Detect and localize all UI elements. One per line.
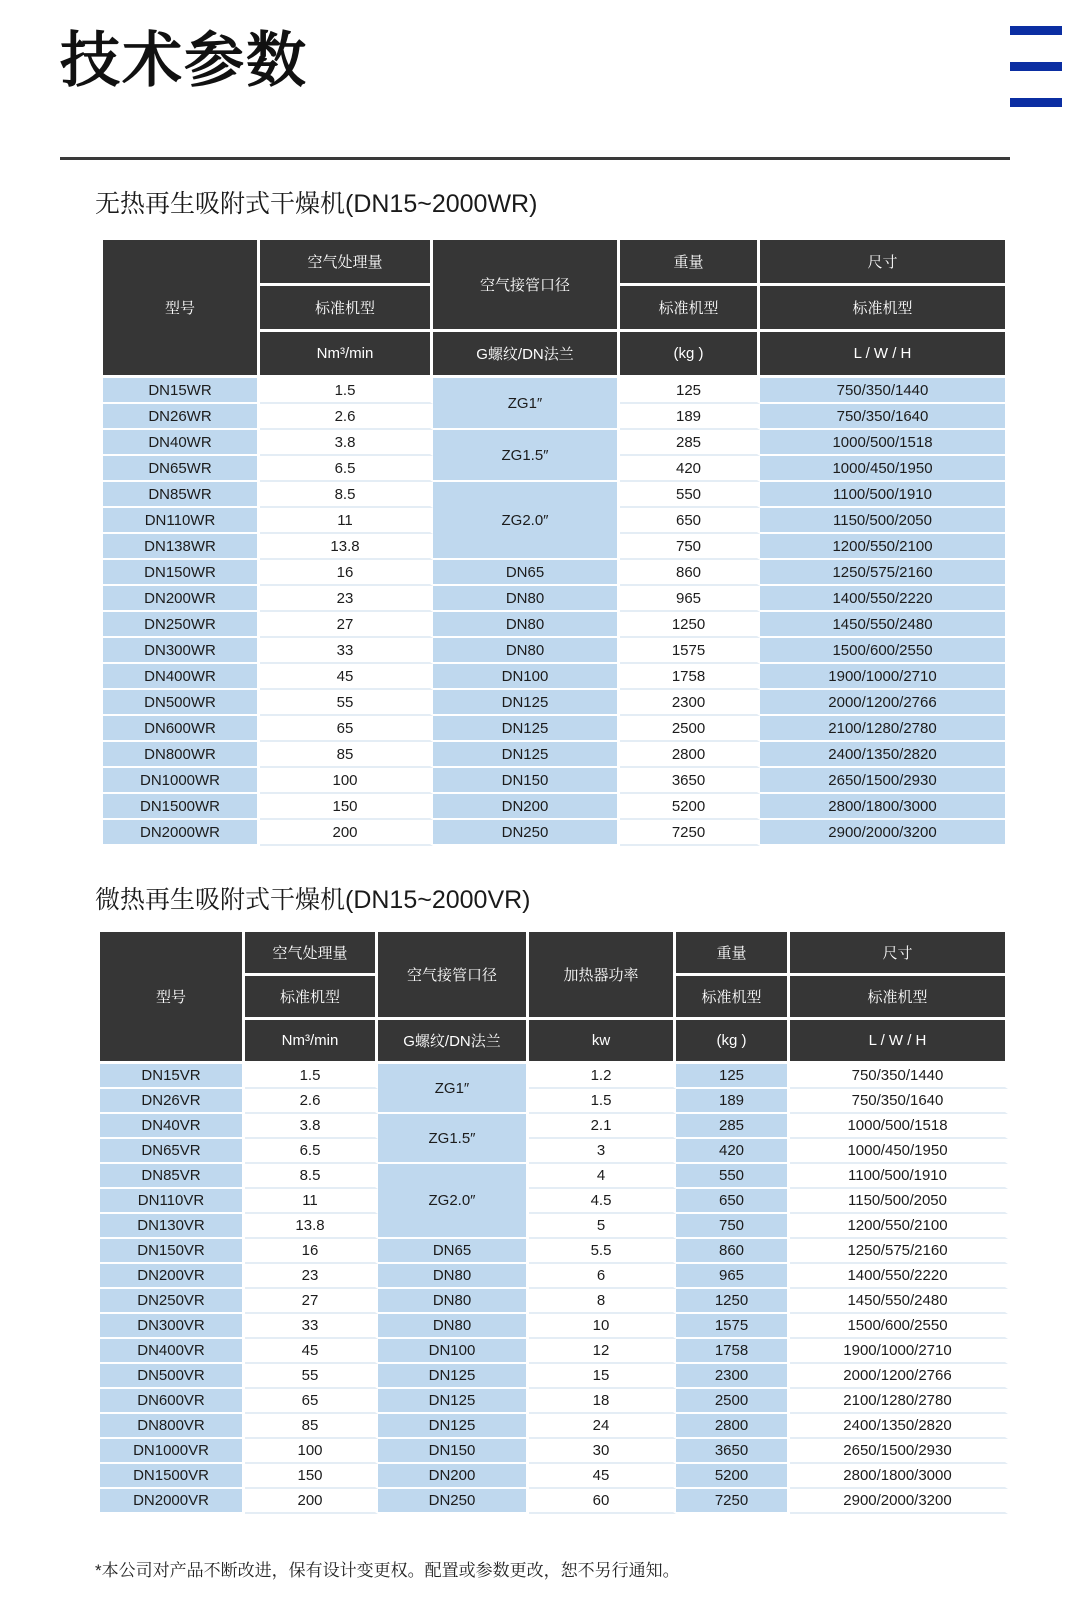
header-cell: 标准机型 — [245, 976, 378, 1020]
header-cell: G螺纹/DN法兰 — [378, 1020, 529, 1064]
table-cell: 5200 — [620, 794, 760, 820]
header-cell: 尺寸 — [760, 240, 1008, 286]
table-cell: DN125 — [378, 1364, 529, 1389]
table-cell: DN15WR — [103, 378, 260, 404]
table-cell: DN200VR — [100, 1264, 245, 1289]
table-cell: DN250WR — [103, 612, 260, 638]
header-cell: 型号 — [100, 932, 245, 1064]
table-cell: DN150WR — [103, 560, 260, 586]
table-cell: 2900/2000/3200 — [790, 1489, 1008, 1514]
table-cell: 2.6 — [260, 404, 433, 430]
table-cell: DN80 — [433, 612, 620, 638]
table-cell: 750/350/1440 — [790, 1064, 1008, 1089]
table-cell: 2400/1350/2820 — [760, 742, 1008, 768]
table-row — [100, 1414, 1008, 1439]
table-cell: DN138WR — [103, 534, 260, 560]
header-row — [103, 240, 1008, 286]
table-cell: 1450/550/2480 — [790, 1289, 1008, 1314]
table-cell: 1150/500/2050 — [760, 508, 1008, 534]
table-cell: DN80 — [378, 1264, 529, 1289]
table-cell: 1575 — [676, 1314, 790, 1339]
table-cell: 23 — [245, 1264, 378, 1289]
table-cell: 1100/500/1910 — [790, 1164, 1008, 1189]
table-cell: 23 — [260, 586, 433, 612]
header-cell: (kg ) — [676, 1020, 790, 1064]
table-cell: 1000/500/1518 — [760, 430, 1008, 456]
table-cell: ZG1.5″ — [378, 1114, 529, 1164]
table-cell: 1.5 — [260, 378, 433, 404]
table-cell: DN300WR — [103, 638, 260, 664]
table-cell: 45 — [245, 1339, 378, 1364]
table-cell: 2900/2000/3200 — [760, 820, 1008, 846]
table-row — [100, 1139, 1008, 1164]
table-cell: 55 — [260, 690, 433, 716]
table-row — [100, 1239, 1008, 1264]
table-cell: ZG1.5″ — [433, 430, 620, 482]
table-cell: DN125 — [433, 716, 620, 742]
table-cell: DN200 — [433, 794, 620, 820]
table-cell: 1900/1000/2710 — [790, 1339, 1008, 1364]
table-cell: DN150VR — [100, 1239, 245, 1264]
table-cell: 550 — [676, 1164, 790, 1189]
header-cell: 尺寸 — [790, 932, 1008, 976]
table-row — [100, 1189, 1008, 1214]
table-row — [100, 1364, 1008, 1389]
table-cell: 1250 — [620, 612, 760, 638]
table-cell: DN800VR — [100, 1414, 245, 1439]
table-cell: 65 — [260, 716, 433, 742]
table-row — [100, 1064, 1008, 1089]
table-row — [100, 1264, 1008, 1289]
table-row — [103, 638, 1008, 664]
table-cell: 1575 — [620, 638, 760, 664]
table-cell: 24 — [529, 1414, 676, 1439]
table-cell: DN250 — [433, 820, 620, 846]
table-row — [103, 482, 1008, 508]
table-row — [103, 560, 1008, 586]
table-cell: DN15VR — [100, 1064, 245, 1089]
table-cell: 285 — [620, 430, 760, 456]
table-cell: DN800WR — [103, 742, 260, 768]
table-cell: DN200WR — [103, 586, 260, 612]
table-row — [100, 1289, 1008, 1314]
table-cell: 2.6 — [245, 1089, 378, 1114]
table-cell: 6.5 — [245, 1139, 378, 1164]
table-cell: DN65 — [378, 1239, 529, 1264]
table-cell: 1200/550/2100 — [760, 534, 1008, 560]
table-cell: 750/350/1640 — [760, 404, 1008, 430]
table-cell: 4 — [529, 1164, 676, 1189]
table-cell: 1200/550/2100 — [790, 1214, 1008, 1239]
table-cell: DN100 — [433, 664, 620, 690]
table-row — [100, 1114, 1008, 1139]
table-cell: DN2000WR — [103, 820, 260, 846]
header-cell: 加热器功率 — [529, 932, 676, 1020]
hamburger-icon — [1010, 26, 1062, 107]
table-cell: 16 — [260, 560, 433, 586]
table-cell: 2300 — [620, 690, 760, 716]
table-cell: DN40VR — [100, 1114, 245, 1139]
table-cell: 13.8 — [260, 534, 433, 560]
table-cell: DN1000VR — [100, 1439, 245, 1464]
table-cell: 11 — [245, 1189, 378, 1214]
table-cell: 650 — [676, 1189, 790, 1214]
table-cell: 1.5 — [245, 1064, 378, 1089]
header-cell: L / W / H — [760, 332, 1008, 378]
table-cell: DN65VR — [100, 1139, 245, 1164]
table-cell: DN80 — [433, 638, 620, 664]
table-cell: 3 — [529, 1139, 676, 1164]
table-cell: DN125 — [433, 742, 620, 768]
table-cell: 1000/500/1518 — [790, 1114, 1008, 1139]
table-cell: 750 — [620, 534, 760, 560]
table-row — [100, 1339, 1008, 1364]
table-cell: 3650 — [676, 1439, 790, 1464]
table-cell: 860 — [620, 560, 760, 586]
table-cell: 33 — [245, 1314, 378, 1339]
table-cell: 6 — [529, 1264, 676, 1289]
table-cell: DN80 — [378, 1314, 529, 1339]
table-cell: 200 — [260, 820, 433, 846]
table-cell: 750/350/1440 — [760, 378, 1008, 404]
table-cell: 18 — [529, 1389, 676, 1414]
table-cell: DN250 — [378, 1489, 529, 1514]
table-cell: 2800/1800/3000 — [760, 794, 1008, 820]
header-row — [100, 932, 1008, 976]
header-cell: 空气处理量 — [245, 932, 378, 976]
table-cell: 1100/500/1910 — [760, 482, 1008, 508]
table-row — [100, 1089, 1008, 1114]
table-cell: 1758 — [676, 1339, 790, 1364]
table-cell: 8.5 — [260, 482, 433, 508]
table-cell: DN125 — [378, 1414, 529, 1439]
table-row — [100, 1164, 1008, 1189]
table-cell: 1000/450/1950 — [790, 1139, 1008, 1164]
page-header — [0, 0, 1087, 107]
table-cell: 1250/575/2160 — [760, 560, 1008, 586]
table-cell: DN85WR — [103, 482, 260, 508]
table-cell: 12 — [529, 1339, 676, 1364]
table-row — [100, 1214, 1008, 1239]
table-cell: 2100/1280/2780 — [790, 1389, 1008, 1414]
table-row — [103, 794, 1008, 820]
table-cell: 2500 — [676, 1389, 790, 1414]
table-cell: DN400VR — [100, 1339, 245, 1364]
table-row — [100, 1389, 1008, 1414]
hamburger-bar — [1010, 98, 1062, 107]
table-cell: 1250 — [676, 1289, 790, 1314]
table-row — [100, 1464, 1008, 1489]
table-cell: 750 — [676, 1214, 790, 1239]
table-cell: 7250 — [676, 1489, 790, 1514]
table-cell: 200 — [245, 1489, 378, 1514]
table-cell: 45 — [529, 1464, 676, 1489]
table-cell: DN100 — [378, 1339, 529, 1364]
table-cell: 550 — [620, 482, 760, 508]
header-cell: 标准机型 — [260, 286, 433, 332]
table-cell: 1450/550/2480 — [760, 612, 1008, 638]
table-cell: 750/350/1640 — [790, 1089, 1008, 1114]
table-cell: DN85VR — [100, 1164, 245, 1189]
table-cell: 3.8 — [260, 430, 433, 456]
table-cell: 10 — [529, 1314, 676, 1339]
table-cell: 11 — [260, 508, 433, 534]
table-cell: 7250 — [620, 820, 760, 846]
section-title-heatless-dryer: 无热再生吸附式干燥机(DN15~2000WR) — [95, 190, 538, 218]
table-cell: DN1500VR — [100, 1464, 245, 1489]
table-cell: 2800/1800/3000 — [790, 1464, 1008, 1489]
table-cell: 27 — [245, 1289, 378, 1314]
table-cell: DN125 — [378, 1389, 529, 1414]
table-cell: 60 — [529, 1489, 676, 1514]
table-row — [103, 664, 1008, 690]
table-cell: 15 — [529, 1364, 676, 1389]
table-cell: 2800 — [620, 742, 760, 768]
table-cell: 5.5 — [529, 1239, 676, 1264]
table-row — [103, 430, 1008, 456]
table-cell: DN400WR — [103, 664, 260, 690]
table-cell: 1500/600/2550 — [790, 1314, 1008, 1339]
table-cell: 1400/550/2220 — [790, 1264, 1008, 1289]
table-cell: 1000/450/1950 — [760, 456, 1008, 482]
table-cell: 8 — [529, 1289, 676, 1314]
table-cell: ZG1″ — [378, 1064, 529, 1114]
table-cell: DN1500WR — [103, 794, 260, 820]
header-cell: 重量 — [620, 240, 760, 286]
header-cell: 空气接管口径 — [433, 240, 620, 332]
table-cell: DN600WR — [103, 716, 260, 742]
table-cell: 2650/1500/2930 — [790, 1439, 1008, 1464]
hamburger-bar — [1010, 62, 1062, 71]
table-cell: 650 — [620, 508, 760, 534]
table-cell: 2400/1350/2820 — [790, 1414, 1008, 1439]
microheat-dryer-spec-table — [100, 932, 1008, 1514]
hamburger-bar — [1010, 26, 1062, 35]
table-cell: DN26VR — [100, 1089, 245, 1114]
header-cell: L / W / H — [790, 1020, 1008, 1064]
heatless-dryer-spec-table — [103, 240, 1008, 846]
table-cell: DN200 — [378, 1464, 529, 1489]
table-cell: 1758 — [620, 664, 760, 690]
table-cell: 285 — [676, 1114, 790, 1139]
header-cell: 标准机型 — [620, 286, 760, 332]
header-cell: 标准机型 — [790, 976, 1008, 1020]
table-cell: 2000/1200/2766 — [790, 1364, 1008, 1389]
header-cell: (kg ) — [620, 332, 760, 378]
table-cell: 965 — [620, 586, 760, 612]
page-title: 技术参数 — [60, 27, 308, 94]
table-cell: 2300 — [676, 1364, 790, 1389]
table-cell: 2800 — [676, 1414, 790, 1439]
table-row — [103, 612, 1008, 638]
table-cell: 1150/500/2050 — [790, 1189, 1008, 1214]
table-cell: DN2000VR — [100, 1489, 245, 1514]
table-cell: 13.8 — [245, 1214, 378, 1239]
table-cell: DN110WR — [103, 508, 260, 534]
table-row — [100, 1489, 1008, 1514]
table-cell: 55 — [245, 1364, 378, 1389]
header-cell: G螺纹/DN法兰 — [433, 332, 620, 378]
title-divider — [60, 157, 1010, 160]
table-row — [103, 820, 1008, 846]
table-row — [103, 378, 1008, 404]
table-cell: 8.5 — [245, 1164, 378, 1189]
table-cell: 2650/1500/2930 — [760, 768, 1008, 794]
table-cell: 189 — [676, 1089, 790, 1114]
table-cell: 125 — [620, 378, 760, 404]
table-cell: 860 — [676, 1239, 790, 1264]
table-cell: DN130VR — [100, 1214, 245, 1239]
table-cell: DN150 — [378, 1439, 529, 1464]
table-cell: 30 — [529, 1439, 676, 1464]
header-cell: 空气接管口径 — [378, 932, 529, 1020]
table-cell: 965 — [676, 1264, 790, 1289]
table-row — [103, 742, 1008, 768]
table-row — [103, 586, 1008, 612]
header-cell: 标准机型 — [760, 286, 1008, 332]
table-row — [103, 768, 1008, 794]
table-cell: 6.5 — [260, 456, 433, 482]
table-cell: DN110VR — [100, 1189, 245, 1214]
table-cell: 65 — [245, 1389, 378, 1414]
table-cell: 1.2 — [529, 1064, 676, 1089]
table-cell: 16 — [245, 1239, 378, 1264]
table-cell: DN80 — [378, 1289, 529, 1314]
section-title-microheat-dryer: 微热再生吸附式干燥机(DN15~2000VR) — [95, 886, 531, 914]
header-cell: Nm³/min — [260, 332, 433, 378]
table-cell: 2000/1200/2766 — [760, 690, 1008, 716]
table-cell: DN26WR — [103, 404, 260, 430]
header-cell: 标准机型 — [676, 976, 790, 1020]
header-cell: 空气处理量 — [260, 240, 433, 286]
table-cell: 420 — [676, 1139, 790, 1164]
table-cell: DN500WR — [103, 690, 260, 716]
table-cell: DN65 — [433, 560, 620, 586]
table-cell: DN40WR — [103, 430, 260, 456]
table-cell: 5200 — [676, 1464, 790, 1489]
table-cell: DN80 — [433, 586, 620, 612]
table-row — [100, 1314, 1008, 1339]
header-cell: Nm³/min — [245, 1020, 378, 1064]
header-cell: 重量 — [676, 932, 790, 976]
header-cell: kw — [529, 1020, 676, 1064]
table-cell: DN65WR — [103, 456, 260, 482]
table-cell: 85 — [260, 742, 433, 768]
table-cell: DN150 — [433, 768, 620, 794]
table-cell: 3650 — [620, 768, 760, 794]
table-cell: 420 — [620, 456, 760, 482]
header-cell: 型号 — [103, 240, 260, 378]
table-cell: 125 — [676, 1064, 790, 1089]
table-cell: 5 — [529, 1214, 676, 1239]
table-cell: DN250VR — [100, 1289, 245, 1314]
table-cell: 2.1 — [529, 1114, 676, 1139]
table-cell: 4.5 — [529, 1189, 676, 1214]
table-cell: 1900/1000/2710 — [760, 664, 1008, 690]
table-row — [103, 690, 1008, 716]
table-cell: 27 — [260, 612, 433, 638]
table-cell: 1500/600/2550 — [760, 638, 1008, 664]
table-cell: DN300VR — [100, 1314, 245, 1339]
table-cell: 150 — [245, 1464, 378, 1489]
table-row — [100, 1439, 1008, 1464]
table-cell: ZG1″ — [433, 378, 620, 430]
footnote: *本公司对产品不断改进，保有设计变更权。配置或参数更改，恕不另行通知。 — [95, 1561, 680, 1580]
table-cell: 2100/1280/2780 — [760, 716, 1008, 742]
table-cell: 3.8 — [245, 1114, 378, 1139]
table-cell: DN1000WR — [103, 768, 260, 794]
table-cell: 189 — [620, 404, 760, 430]
table-cell: 150 — [260, 794, 433, 820]
table-cell: 45 — [260, 664, 433, 690]
table-cell: 33 — [260, 638, 433, 664]
table-cell: 85 — [245, 1414, 378, 1439]
table-cell: DN125 — [433, 690, 620, 716]
table-row — [103, 716, 1008, 742]
table-cell: ZG2.0″ — [433, 482, 620, 560]
table-cell: ZG2.0″ — [378, 1164, 529, 1239]
table-cell: 100 — [260, 768, 433, 794]
table-cell: 1250/575/2160 — [790, 1239, 1008, 1264]
table-cell: 2500 — [620, 716, 760, 742]
table-cell: DN500VR — [100, 1364, 245, 1389]
table-cell: 100 — [245, 1439, 378, 1464]
table-cell: 1400/550/2220 — [760, 586, 1008, 612]
table-cell: DN600VR — [100, 1389, 245, 1414]
table-cell: 1.5 — [529, 1089, 676, 1114]
